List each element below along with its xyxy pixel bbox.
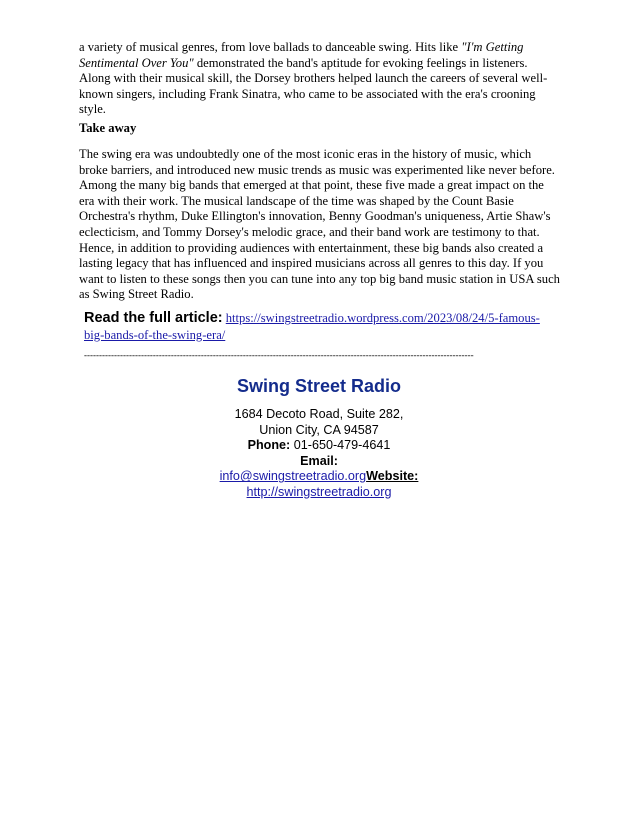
website-line [0, 485, 638, 501]
phone-label: Phone: [247, 438, 291, 453]
contact-footer [0, 375, 638, 501]
read-full-label: Read the full article: [84, 310, 223, 326]
intro-paragraph [79, 40, 561, 118]
takeaway-heading: Take away [79, 121, 137, 135]
email-website-line [0, 469, 638, 485]
email-link[interactable]: info@swingstreetradio.org [219, 469, 367, 484]
address-line-2: Union City, CA 94587 [259, 422, 379, 437]
song-title: "I'm Getting Sentimental Over You" [79, 40, 524, 70]
email-label: Email: [300, 453, 338, 468]
website-label: Website: [366, 469, 419, 484]
website-link[interactable]: http://swingstreetradio.org [246, 484, 392, 499]
email-label-line [0, 454, 638, 470]
intro-text-start: a variety of musical genres, from love ballads to danceable swing. Hits like [79, 40, 462, 54]
dashed-divider: ---------------------------------------------------------------------------------------------------------------------------------- [84, 350, 474, 360]
article-link[interactable]: https://swingstreetradio.wordpress.com/2023/08/24/5-famous-big-bands-of-the-swing-era/ [84, 311, 540, 342]
brand-name: Swing Street Radio [236, 376, 402, 396]
phone-number: 01-650-479-4641 [290, 438, 391, 453]
phone-line [0, 438, 638, 454]
intro-text-end: demonstrated the band's aptitude for evoking feelings in listeners. Along with their musical skill, the Dorsey brothers helped launch the careers of several well-known singers, including Frank Sinatra, who came to be associated with the era's crooning style. [79, 55, 548, 117]
address-line-1: 1684 Decoto Road, Suite 282, [234, 407, 404, 421]
read-full-article [84, 310, 554, 344]
takeaway-paragraph: The swing era was undoubtedly one of the most iconic eras in the history of music, which broke barriers, and introduced new music trends as music was experimented like never before. Among the many big bands that emerged at that point, these five made a great impact on the era with their work. The musical landscape of the time was shaped by the Count Basie Orchestra's rhythm, Duke Ellington's innovation, Benny Goodman's uniqueness, Artie Shaw's eclecticism, and Tommy Dorsey's melodic grace, and their band work are testimony to that. Hence, in addition to providing audiences with entertainment, these big bands also created a lasting legacy that has influenced and inspired musicians across all genres to this day. If you want to listen to these songs then you can tune into any top big band music station in USA such as Swing Street Radio. [79, 147, 560, 302]
